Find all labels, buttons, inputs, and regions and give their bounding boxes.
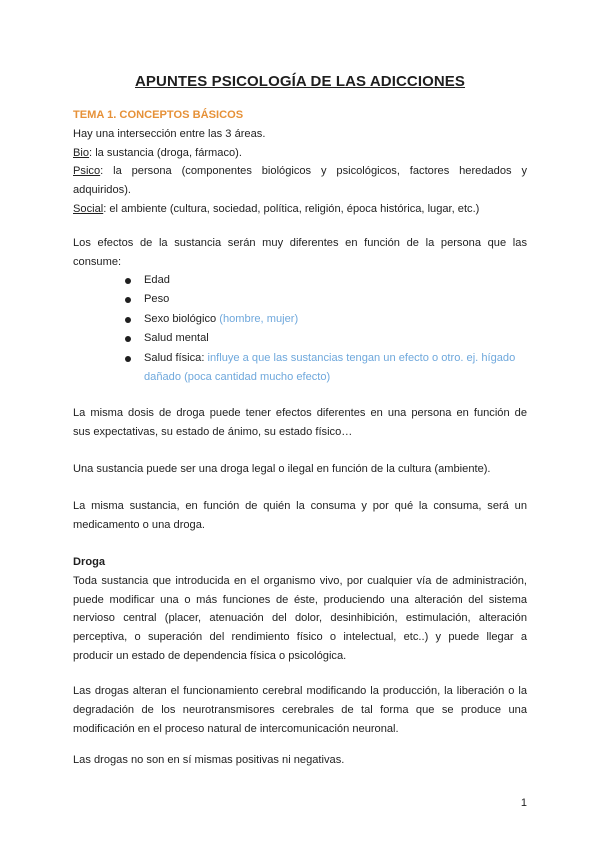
misma-paragraph — [73, 497, 527, 535]
list-item: Salud física: influye a que las sustancias tengan un efecto o otro. ej. hígado dañado (poca cantidad mucho efecto) — [73, 349, 527, 388]
paragraph-line: sus expectativas, su estado de ánimo, su estado físico… — [73, 425, 353, 438]
paragraph-line: nervioso central (placer, atenuación del dolor, desinhibición, estimulación, alteración — [73, 612, 527, 625]
droga-definition — [73, 553, 527, 666]
paragraph-line: Una sustancia puede ser una droga legal o ilegal en función de la cultura (ambiente). — [73, 463, 491, 475]
final-paragraph — [73, 751, 527, 770]
paragraph-line: perceptiva, o superación del rendimiento físico o intelectual, etc..) y puede llegar a — [73, 631, 527, 644]
factors-list — [73, 271, 527, 387]
paragraph-line: puede modificar una o más funciones de éste, produciendo una alteración del sistema — [73, 593, 527, 606]
area-term: Bio — [73, 146, 90, 159]
list-item: Salud mental — [73, 329, 527, 348]
paragraph-line: Las drogas alteran el funcionamiento cerebral modificando la producción, la liberación o la — [73, 685, 527, 697]
paragraph-line: Toda sustancia que introducida en el organismo vivo, por cualquier vía de administración, — [73, 574, 527, 587]
area-text: : la persona (componentes biológicos y psicológicos, factores heredados y — [100, 165, 527, 178]
list-note: influye a que las sustancias tengan un efecto o otro. ej. hígado — [207, 351, 516, 364]
area-bio — [73, 144, 527, 163]
page-number: 1 — [520, 797, 527, 809]
alteran-paragraph — [73, 682, 527, 738]
factors-list-block — [73, 271, 527, 387]
paragraph-line: Las drogas no son en sí mismas positivas ni negativas. — [73, 754, 345, 766]
paragraph-line: modificación en el proceso natural de intercomunicación neuronal. — [73, 722, 399, 735]
area-term: Psico — [73, 165, 101, 178]
dosis-paragraph — [73, 404, 527, 442]
paragraph-line: producir un estado de dependencia física o psicológica. — [73, 649, 347, 662]
bullet-icon — [125, 336, 131, 342]
list-item: Edad — [73, 271, 527, 290]
paragraph-line: medicamento o una droga. — [73, 518, 205, 531]
legal-paragraph — [73, 460, 527, 479]
section-tema-1 — [73, 106, 527, 219]
list-item: Peso — [73, 290, 527, 309]
droga-heading: Droga — [73, 556, 106, 568]
paragraph-line: La misma dosis de droga puede tener efectos diferentes en una persona en función de — [73, 407, 527, 419]
list-item: Sexo biológico (hombre, mujer) — [73, 310, 527, 329]
bullet-icon — [125, 278, 131, 284]
list-note: (hombre, mujer) — [219, 312, 299, 325]
paragraph-line: consume: — [73, 255, 122, 268]
list-note-cont: dañado (poca cantidad mucho efecto) — [144, 371, 331, 384]
paragraph-line: degradación de los neurotransmisores cerebrales de tal forma que se produce una — [73, 703, 527, 716]
intro-text: Hay una intersección entre las 3 áreas. — [73, 127, 266, 140]
effects-paragraph — [73, 234, 527, 272]
bullet-icon — [125, 317, 131, 323]
bullet-icon — [125, 356, 131, 362]
area-term: Social — [73, 202, 104, 215]
area-psico — [73, 162, 527, 181]
paragraph-line: La misma sustancia, en función de quién la consuma y por qué la consuma, será un — [73, 500, 527, 512]
area-text: : el ambiente (cultura, sociedad, política, religión, época histórica, lugar, etc.) — [103, 202, 480, 215]
bullet-icon — [125, 297, 131, 303]
area-psico-cont: adquiridos). — [73, 184, 131, 197]
area-text: : la sustancia (droga, fármaco). — [89, 146, 242, 159]
paragraph-line: Los efectos de la sustancia serán muy diferentes en función de la persona que las — [73, 237, 527, 249]
area-social — [73, 200, 527, 219]
document-title: APUNTES PSICOLOGÍA DE LAS ADICCIONES — [134, 73, 466, 90]
section-heading: TEMA 1. CONCEPTOS BÁSICOS — [73, 109, 244, 121]
